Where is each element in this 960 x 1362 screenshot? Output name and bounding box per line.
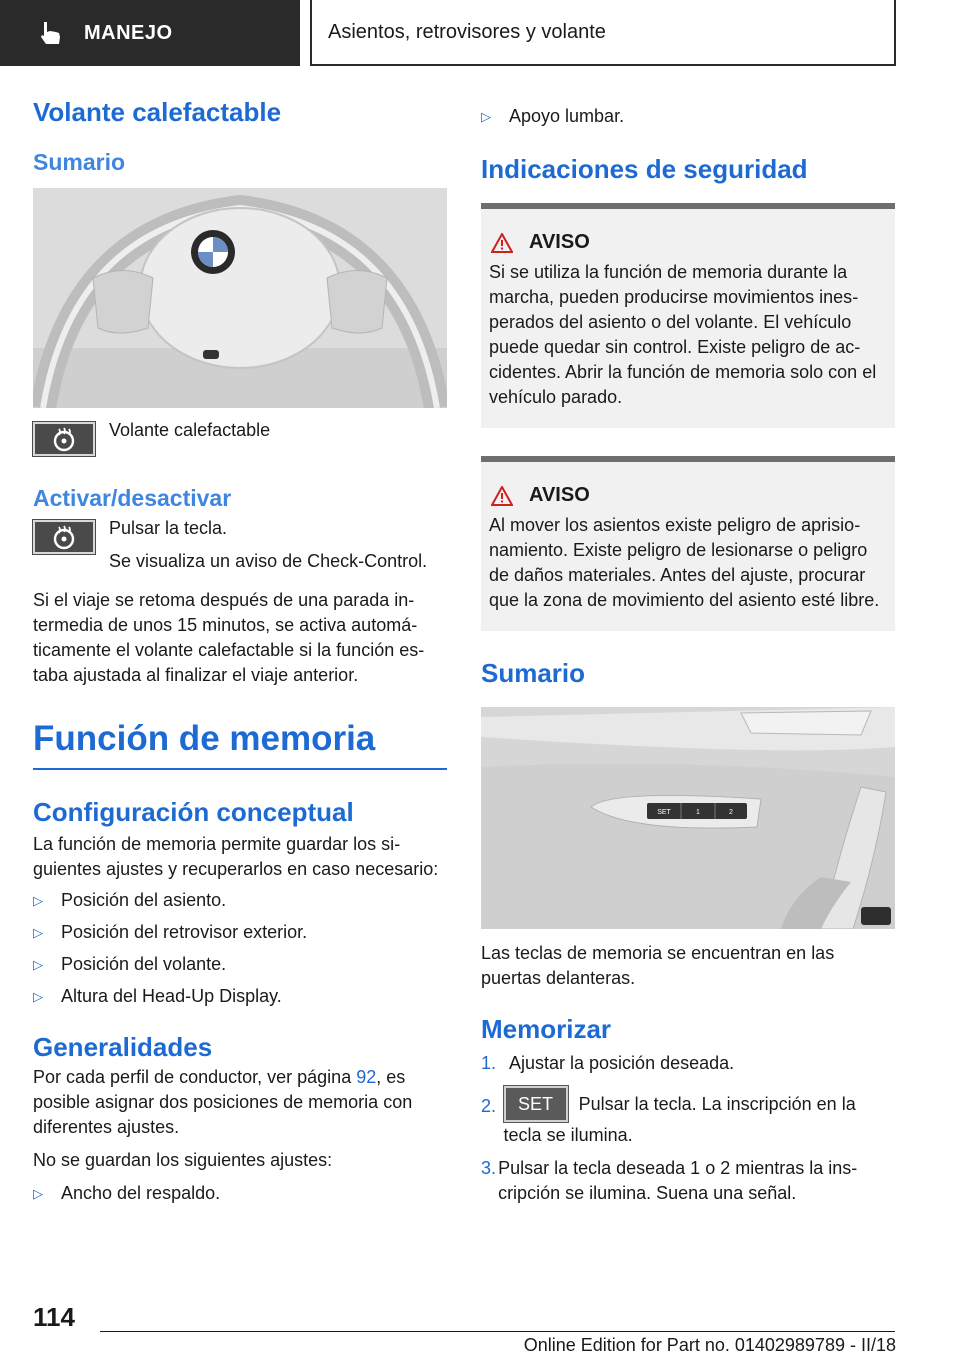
- left-column: [33, 96, 447, 1206]
- warning-box-2: [481, 456, 895, 631]
- warning-text-2: Al mover los asientos existe peligro de aprisionamiento. Existe peligro de lesionarse o peligro de daños materiales. Antes del ajuste, procurar que la zona de movimiento del asiento esté libre.: [489, 515, 880, 610]
- heading-rule: [33, 768, 447, 770]
- right-column: [481, 96, 895, 1206]
- list-item: 2. SET Pulsar la tecla. La inscripción en la tecla se ilumina.: [481, 1086, 895, 1148]
- warning-text-1: Si se utiliza la función de memoria durante la marcha, pueden producirse movimientos inesperados del asiento o del volante. El vehículo puede quedar sin control. Existe peligro de accidentes. Abrir la función de memoria solo con el vehículo parado.: [489, 262, 877, 407]
- activar-row: [33, 516, 447, 574]
- caption-door: Las teclas de memoria se encuentran en las puertas delanteras.: [481, 943, 835, 988]
- triangle-bullet-icon: ▷: [33, 1186, 43, 1201]
- heading-generalidades: Generalidades: [33, 1032, 213, 1062]
- heading-sumario-2: Sumario: [481, 658, 586, 688]
- para-no-guardan: No se guardan los siguientes ajustes:: [33, 1150, 333, 1170]
- warning-title: AVISO: [491, 231, 885, 254]
- heading-activar: Activar/desactivar: [33, 485, 232, 511]
- list-item: ▷ Ancho del respaldo.: [33, 1181, 447, 1206]
- steering-wheel-photo: [33, 188, 447, 408]
- warning-title: AVISO: [491, 484, 885, 507]
- door-key-2: 2: [729, 809, 733, 816]
- page-link[interactable]: 92: [356, 1067, 377, 1087]
- caption-row: [33, 422, 447, 456]
- triangle-bullet-icon: ▷: [33, 925, 43, 940]
- activar-step-1: Pulsar la tecla.: [109, 518, 228, 538]
- config-list: [33, 888, 447, 1009]
- caption-text: Volante calefactable: [109, 420, 271, 440]
- list-item: ▷ Apoyo lumbar.: [481, 104, 895, 129]
- footer-edition: Online Edition for Part no. 01402989789 - II/18: [523, 1335, 896, 1355]
- para-viaje: Si el viaje se retoma después de una parada intermedia de unos 15 minutos, se activa automáticamente el volante calefactable si la función estaba ajustada al finalizar el viaje anterior.: [33, 590, 425, 685]
- door-set-key: SET: [657, 809, 671, 816]
- heading-config: Configuración conceptual: [33, 797, 354, 827]
- door-key-1: 1: [696, 809, 700, 816]
- list-item: 1. Ajustar la posición deseada.: [481, 1053, 735, 1073]
- heated-steering-wheel-icon: [33, 422, 95, 456]
- triangle-bullet-icon: ▷: [33, 957, 43, 972]
- pointing-hand-icon: [36, 18, 66, 48]
- triangle-bullet-icon: ▷: [33, 893, 43, 908]
- section-label: MANEJO: [84, 21, 173, 44]
- triangle-bullet-icon: ▷: [481, 109, 491, 124]
- door-panel-photo: [481, 707, 895, 929]
- section-tab: [0, 0, 300, 66]
- chapter-title: Asientos, retrovisores y volante: [310, 0, 896, 66]
- heading-sumario: Sumario: [33, 149, 126, 175]
- heated-steering-wheel-icon-2: [33, 520, 95, 554]
- para-general: Por cada perfil de conductor, ver página 92, es posible asignar dos posiciones de memoria con diferentes ajustes.: [33, 1067, 413, 1137]
- heading-seguridad: Indicaciones de seguridad: [481, 154, 808, 184]
- list-item: 3. Pulsar la tecla deseada 1 o 2 mientras la inscripción se ilumina. Suena una señal.: [481, 1157, 858, 1203]
- list-item: ▷ Altura del Head-Up Display.: [33, 984, 447, 1009]
- footer-rule: [100, 1331, 895, 1332]
- page-number: 114: [33, 1302, 75, 1332]
- heading-memorizar: Memorizar: [481, 1014, 612, 1044]
- set-button-icon: SET: [504, 1086, 568, 1122]
- warning-triangle-icon: [491, 233, 513, 253]
- heading-funcion-memoria: Función de memoria: [33, 719, 376, 758]
- warning-triangle-icon: [491, 486, 513, 506]
- heading-volante: Volante calefactable: [33, 97, 282, 127]
- para-config: La función de memoria permite guardar los siguientes ajustes y recuperarlos en caso necesario:: [33, 834, 439, 879]
- page-header: [0, 0, 960, 66]
- triangle-bullet-icon: ▷: [33, 989, 43, 1004]
- list-item: ▷ Posición del asiento.: [33, 888, 447, 913]
- list-item: ▷ Posición del volante.: [33, 952, 447, 977]
- warning-box-1: [481, 203, 895, 428]
- list-item: ▷ Posición del retrovisor exterior.: [33, 920, 447, 945]
- activar-step-2: Se visualiza un aviso de Check-Control.: [109, 551, 428, 571]
